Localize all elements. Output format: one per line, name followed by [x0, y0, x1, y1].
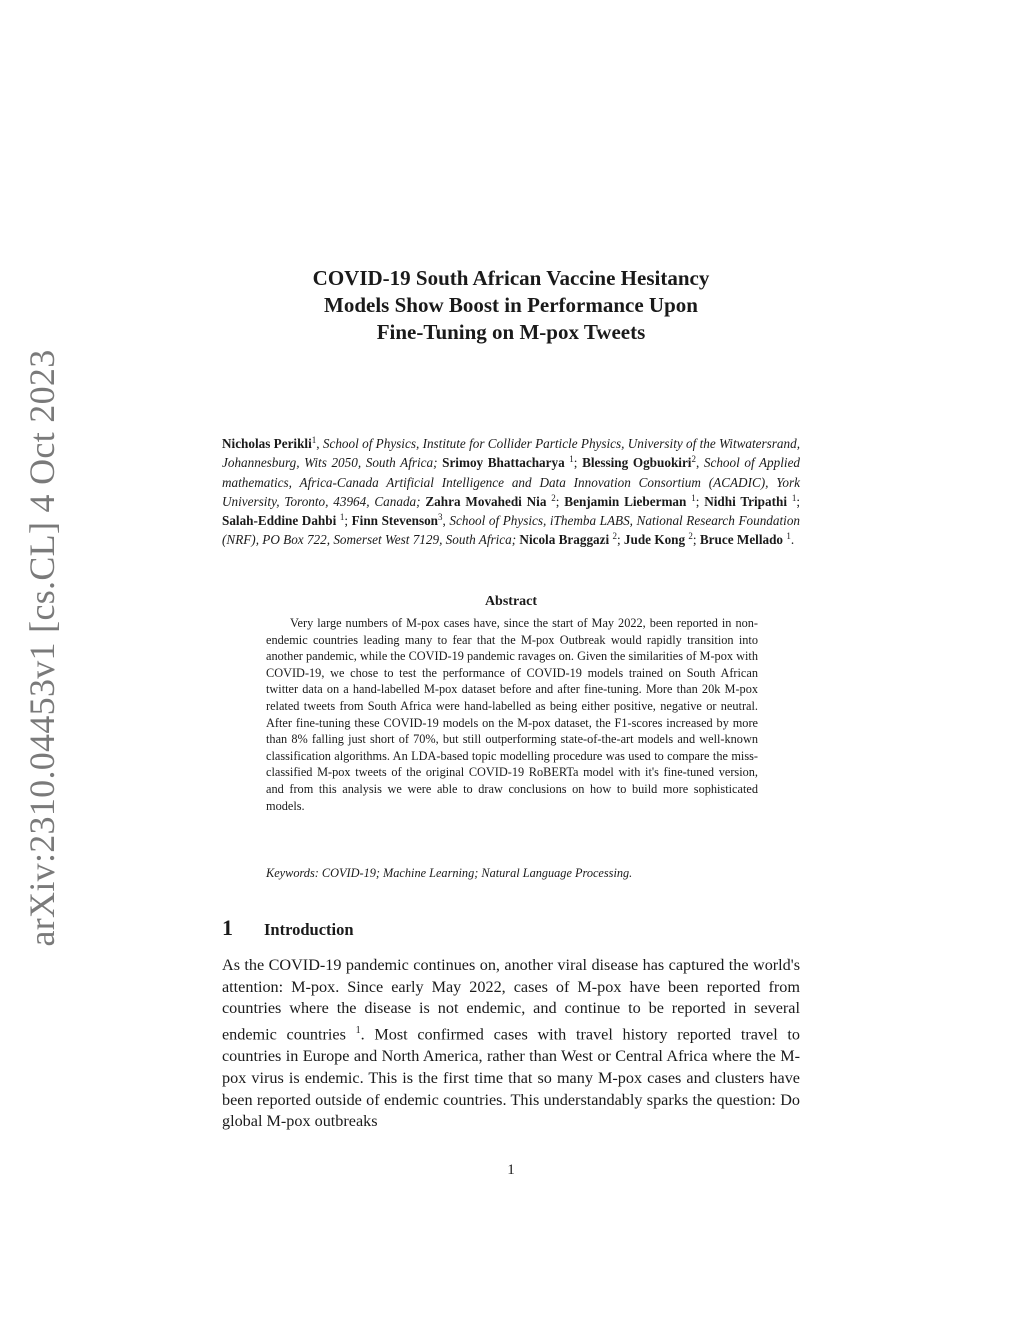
author-affiliation-mark: 1 [691, 492, 696, 503]
author-entry: Nidhi Tripathi $^1$; [704, 492, 801, 509]
author-entry: Blessing Ogbuokiri$^2$, School of Applied mathematics, Africa-Canada Artificial Intelligence and Data Innovation Consortium (ACADIC), York University, Toronto, 43964, Canada; [222, 454, 801, 509]
author-name: Srimoy Bhattacharya [442, 455, 565, 471]
author-name: Nicholas Perikli [222, 436, 312, 451]
author-name: Zahra Movahedi Nia [425, 493, 547, 509]
author-affiliation: School of Physics, Institute for Collider Particle Physics, University of the Witwatersrand, Johannesburg, Wits 2050, South Africa; [222, 436, 800, 471]
author-name: Salah-Eddine Dahbi [222, 513, 337, 529]
author-entry: Finn Stevenson$^3$, School of Physics, iThemba LABS, National Research Foundation (NRF), PO Box 722, Somerset West 7129, South Africa; [222, 512, 801, 548]
author-affiliation-mark: 1 [791, 492, 797, 503]
footnote-marker[interactable]: 1 [355, 1025, 361, 1037]
author-name: Benjamin Lieberman [564, 493, 687, 509]
section-number: 1 [222, 915, 233, 940]
page-number: 1 [507, 1162, 515, 1178]
author-list [222, 434, 800, 550]
keywords: Keywords: COVID-19; Machine Learning; Natural Language Processing. [266, 866, 633, 880]
paper-title [222, 265, 800, 346]
title-line: COVID-19 South African Vaccine Hesitancy [312, 266, 710, 290]
arxiv-id-text: arXiv:2310.04453v1 [cs.CL] 4 Oct 2023 [22, 349, 62, 947]
author-entry: Nicholas Perikli$^1$, School of Physics, Institute for Collider Particle Physics, University of the Witwatersrand, Johannesburg, Wits 2050, South Africa; [222, 435, 800, 471]
author-name: Blessing Ogbuokiri [582, 455, 692, 471]
abstract-body: Very large numbers of M-pox cases have, since the start of May 2022, been reported in non-endemic countries leading many to fear that the M-pox Outbreak would rapidly transition into another pandemic, while the COVID-19 pandemic ravages on. Given the similarities of M-pox with COVID-19, we chose to test the performance of COVID-19 models trained on South African twitter data on a hand-labelled M-pox dataset before and after fine-tuning. More than 20k M-pox related tweets from South Africa were hand-labelled as being either positive, negative or neutral. After fine-tuning these COVID-19 models on the M-pox dataset, the F1-scores increased by more than 8% falling just short of 70%, but still outperforming state-of-the-art models and well-known classification algorithms. An LDA-based topic modelling procedure was used to compare the miss-classified M-pox tweets of the original COVID-19 RoBERTa model with it's fine-tuned version, and from this analysis we were able to draw conclusions on how to build more sophisticated models. [266, 616, 758, 813]
author-entry: Srimoy Bhattacharya $^1$; [442, 454, 583, 471]
section-heading [222, 915, 800, 941]
abstract-heading: Abstract [484, 594, 538, 609]
author-affiliation-mark: 2 [612, 531, 617, 542]
author-entry: Benjamin Lieberman $^1$; [564, 492, 705, 509]
author-entry: Salah-Eddine Dahbi $^1$; [222, 512, 352, 529]
author-affiliation-mark: 3 [438, 512, 443, 523]
author-name: Bruce Mellado [699, 532, 784, 548]
author-entry: Bruce Mellado $^1$. [699, 531, 795, 548]
section-title: Introduction [264, 920, 354, 939]
author-affiliation-mark: 1 [339, 512, 345, 523]
author-affiliation: School of Applied mathematics, Africa-Canada Artificial Intelligence and Data Innovation Consortium (ACADIC), York University, Toronto, 43964, Canada; [222, 455, 801, 509]
author-name: Nicola Braggazi [519, 532, 610, 548]
author-entry: Zahra Movahedi Nia $^2$; [425, 492, 565, 509]
introduction-paragraph: As the COVID-19 pandemic continues on, another viral disease has captured the world's attention: M-pox. Since early May 2022, cases of M-pox have been reported from countries where the disease is not endemic, and continue to be reported in several endemic countries $^1$. Most confirmed cases with travel history reported travel to countries in Europe and North America, rather than West or Central Africa where the M-pox virus is endemic. This is the first time that so many M-pox cases and clusters have been reported outside of endemic countries. This understandably sparks the question: Do global M-pox outbreaks [222, 956, 801, 1131]
title-line: Fine-Tuning on M-pox Tweets [376, 320, 646, 344]
author-affiliation-mark: 2 [551, 492, 556, 503]
author-name: Nidhi Tripathi [704, 493, 787, 509]
author-affiliation-mark: 1 [569, 454, 574, 465]
title-line: Models Show Boost in Performance Upon [324, 293, 698, 317]
author-affiliation-mark: 1 [311, 435, 317, 445]
author-affiliation: School of Physics, iThemba LABS, National Research Foundation (NRF), PO Box 722, Somerset West 7129, South Africa; [222, 513, 801, 548]
author-entry: Jude Kong $^2$; [623, 531, 700, 548]
author-affiliation-mark: 2 [688, 531, 693, 542]
author-affiliation-mark: 2 [691, 454, 696, 465]
author-name: Finn Stevenson [351, 513, 439, 529]
author-entry: Nicola Braggazi $^2$; [519, 531, 624, 548]
author-affiliation-mark: 1 [786, 531, 791, 542]
author-name: Jude Kong [623, 532, 686, 548]
